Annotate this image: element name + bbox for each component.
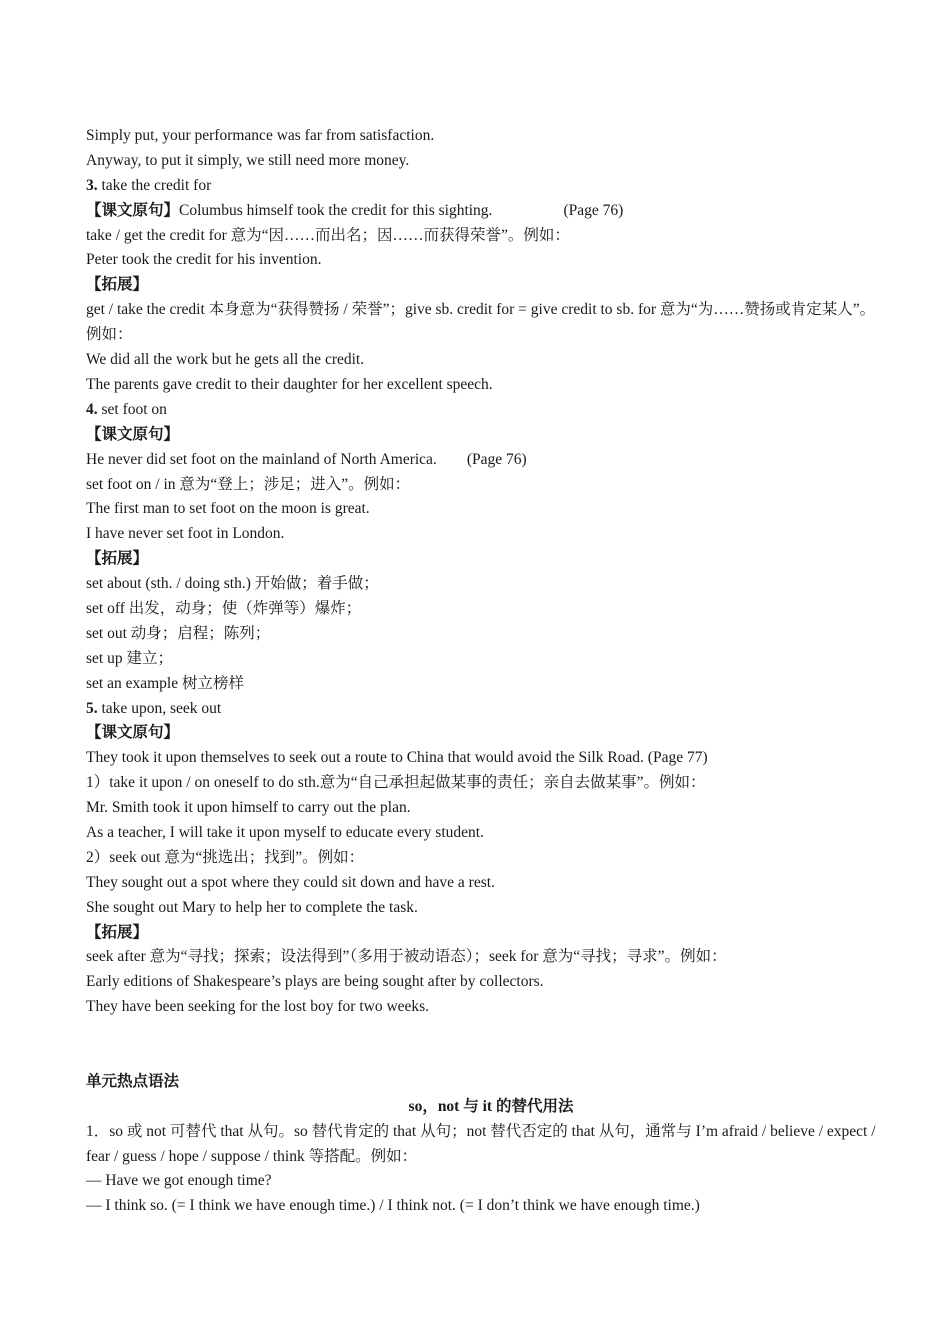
phrase-item: set out 动身；启程；陈列； [86, 624, 271, 642]
definition: set foot on / in 意为“登上；涉足；进入”。例如： [86, 475, 411, 493]
example: Peter took the credit for his invention. [86, 251, 322, 269]
source-sentence: They took it upon themselves to seek out a route to China that would avoid the Silk Road. (Page 77) [86, 749, 708, 767]
section-4-heading [86, 398, 876, 423]
example: They have been seeking for the lost boy for two weeks. [86, 998, 430, 1016]
source-tag: 【课文原句】 [86, 724, 180, 742]
example: I have never set foot in London. [86, 525, 285, 543]
example: Mr. Smith took it upon himself to carry out the plan. [86, 799, 411, 817]
example: The first man to set foot on the moon is great. [86, 500, 370, 518]
example: As a teacher, I will take it upon myself to educate every student. [86, 823, 484, 841]
text-line: Anyway, to put it simply, we still need more money. [86, 151, 410, 169]
section-5-heading [86, 697, 876, 722]
section-title: take upon, seek out [101, 699, 222, 717]
example: The parents gave credit to their daughter for her excellent speech. [86, 375, 493, 393]
phrase-item: set an example 树立榜样 [86, 674, 244, 692]
phrase-item: set about (sth. / doing sth.) 开始做；着手做； [86, 575, 379, 593]
spacer [86, 1020, 876, 1070]
page-ref: (Page 76) [466, 450, 527, 468]
source-text: Columbus himself took the credit for this sighting. [179, 201, 493, 219]
section-number: 3. [86, 176, 98, 194]
definition: 2）seek out 意为“挑选出；找到”。例如： [86, 848, 365, 866]
source-tag: 【课文原句】 [86, 201, 180, 219]
example: She sought out Mary to help her to complete the task. [86, 898, 418, 916]
section-title: set foot on [101, 400, 167, 418]
example: We did all the work but he gets all the credit. [86, 351, 365, 369]
document-page [86, 124, 876, 1219]
grammar-heading: 单元热点语法 [86, 1072, 180, 1090]
source-tag: 【课文原句】 [86, 425, 180, 443]
section-3-heading [86, 174, 876, 199]
section-title: take the credit for [101, 176, 212, 194]
grammar-paragraph: 1．so 或 not 可替代 that 从句。so 替代肯定的 that 从句；not 替代否定的 that 从句，通常与 I’m afraid / believe / expect / fear / guess / hope / suppose / think 等搭配。例如： [86, 1122, 876, 1165]
dialogue-line: — I think so. (= I think we have enough time.) / I think not. (= I don’t think we have enough time.) [86, 1197, 700, 1215]
text-line: Simply put, your performance was far from satisfaction. [86, 127, 435, 144]
definition: 1）take it upon / on oneself to do sth.意为“自己承担起做某事的责任；亲自去做某事”。例如： [86, 774, 706, 792]
source-text: He never did set foot on the mainland of North America. [86, 450, 437, 468]
extension-text: get / take the credit 本身意为“获得赞扬 / 荣誉”；give sb. credit for = give credit to sb. for 意为“为……赞扬或肯定某人”。例如： [86, 301, 876, 344]
example: Early editions of Shakespeare’s plays are being sought after by collectors. [86, 973, 544, 991]
source-sentence [86, 448, 876, 473]
extension-tag: 【拓展】 [86, 276, 149, 294]
extension-tag: 【拓展】 [86, 923, 149, 941]
phrase-item: set up 建立； [86, 649, 173, 667]
extension-text: seek after 意为“寻找；探索；设法得到”（多用于被动语态）；seek for 意为“寻找；寻求”。例如： [86, 948, 727, 966]
phrase-item: set off 出发，动身；使（炸弹等）爆炸； [86, 599, 362, 617]
definition: take / get the credit for 意为“因……而出名；因……而获得荣誉”。例如： [86, 226, 570, 244]
extension-tag: 【拓展】 [86, 550, 149, 568]
dialogue-line: — Have we got enough time? [86, 1172, 272, 1190]
page-ref: (Page 76) [563, 201, 624, 219]
grammar-title: so，not 与 it 的替代用法 [408, 1097, 574, 1115]
source-sentence [86, 199, 876, 224]
example: They sought out a spot where they could sit down and have a rest. [86, 873, 495, 891]
section-number: 4. [86, 400, 98, 418]
section-number: 5. [86, 699, 98, 717]
